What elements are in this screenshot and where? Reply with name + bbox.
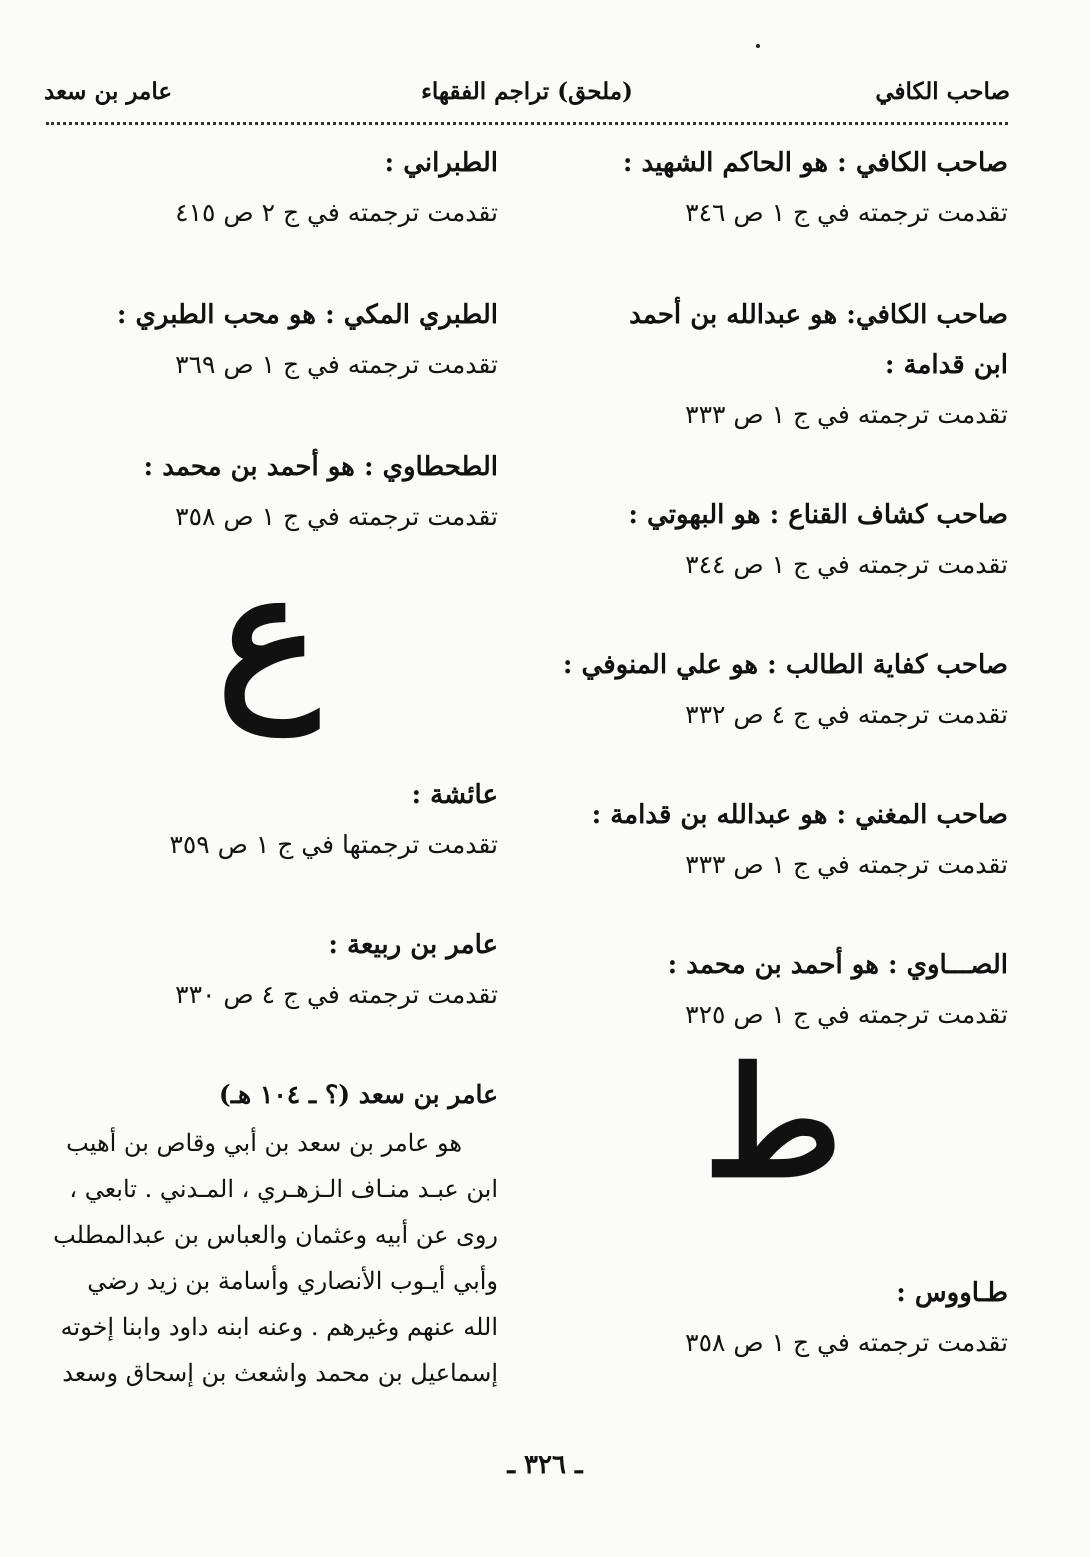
- entry: [38, 770, 498, 870]
- entry: [578, 790, 1008, 890]
- right-column: [562, 138, 1008, 1368]
- entry-name: صاحب كفاية الطالب : هو علي المنوفي :: [562, 650, 1008, 680]
- entry-name: صاحب الكافي : هو الحاكم الشهيد :: [622, 148, 1008, 178]
- header-left-title: عامر بن سعد: [44, 78, 173, 105]
- entry-name: الطبراني :: [384, 148, 498, 178]
- running-header: [44, 78, 1010, 112]
- entry: [38, 290, 498, 390]
- entry-name: الطبري المكي : هو محب الطبري :: [116, 300, 498, 330]
- left-column: [38, 138, 498, 1396]
- entry-reference: تقدمت ترجمته في ج ١ ص ٣٤٦: [685, 198, 1008, 227]
- entry-name: صاحب كشاف القناع : هو البهوتي :: [628, 500, 1008, 530]
- entry-reference: تقدمت ترجمته في ج ٤ ص ٣٣٠: [175, 980, 498, 1009]
- entry-name-continued: ابن قدامة :: [884, 350, 1008, 380]
- entry: [38, 920, 498, 1020]
- entry-name: عامر بن ربيعة :: [328, 930, 498, 960]
- entry: [578, 940, 1008, 1040]
- entry-name: طـاووس :: [896, 1278, 1008, 1308]
- header-right-title: صاحب الكافي: [875, 78, 1010, 105]
- biography-line: وأبي أيـوب الأنصاري وأسامة بن زيد رضي: [87, 1267, 498, 1295]
- entry-reference: تقدمت ترجمته في ج ٢ ص ٤١٥: [175, 198, 498, 227]
- entry-reference: تقدمت ترجمته في ج ١ ص ٣٢٥: [685, 1000, 1008, 1029]
- entry-name: الطحطاوي : هو أحمد بن محمد :: [143, 452, 498, 482]
- entry: [578, 138, 1008, 238]
- entry-reference: تقدمت ترجمته في ج ٤ ص ٣٣٢: [685, 700, 1008, 729]
- entry-reference: تقدمت ترجمته في ج ١ ص ٣٣٣: [685, 400, 1008, 429]
- section-letter-ta: ط: [703, 1035, 843, 1211]
- biography-line: روى عن أبيه وعثمان والعباس بن عبدالمطلب: [53, 1221, 498, 1249]
- entry: [578, 290, 1008, 440]
- entry-name: صاحب الكافي: هو عبدالله بن أحمد: [629, 300, 1008, 330]
- section-letter-ain: ع: [217, 535, 319, 735]
- header-center-title: (ملحق) تراجم الفقهاء: [421, 78, 633, 105]
- biography-line: إسماعيل بن محمد واشعث بن إسحاق وسعد: [62, 1359, 498, 1387]
- entry-reference: تقدمت ترجمته في ج ١ ص ٣٦٩: [175, 350, 498, 379]
- biography-title: عامر بن سعد (؟ ـ ١٠٤ هـ): [218, 1080, 498, 1109]
- entry: [578, 490, 1008, 590]
- entry-reference: تقدمت ترجمته في ج ١ ص ٣٥٨: [685, 1328, 1008, 1357]
- entry-reference: تقدمت ترجمته في ج ١ ص ٣٥٨: [175, 502, 498, 531]
- entry: [38, 138, 498, 238]
- biography-line: الله عنهم وغيرهم . وعنه ابنه داود وابنا إخوته: [60, 1313, 498, 1341]
- page-number: ـ ٣٢٦ ـ: [507, 1450, 583, 1480]
- header-dotted-rule: [46, 122, 1008, 125]
- biography-entry: [38, 1070, 498, 1396]
- entry: [38, 442, 498, 542]
- entry: [562, 640, 1008, 740]
- entry-reference: تقدمت ترجمته في ج ١ ص ٣٤٤: [685, 550, 1008, 579]
- entry-reference: تقدمت ترجمته في ج ١ ص ٣٣٣: [685, 850, 1008, 879]
- biography-line: هو عامر بن سعد بن أبي وقاص بن أهيب: [66, 1129, 462, 1157]
- print-speck: [756, 44, 760, 48]
- biography-line: ابن عبـد منـاف الـزهـري ، المـدني . تابعي ،: [69, 1175, 498, 1203]
- entry: [578, 1268, 1008, 1368]
- entry-name: الصـــاوي : هو أحمد بن محمد :: [667, 950, 1008, 980]
- entry-name: عائشة :: [411, 780, 498, 810]
- entry-reference: تقدمت ترجمتها في ج ١ ص ٣٥٩: [169, 830, 498, 859]
- entry-name: صاحب المغني : هو عبدالله بن قدامة :: [591, 800, 1008, 830]
